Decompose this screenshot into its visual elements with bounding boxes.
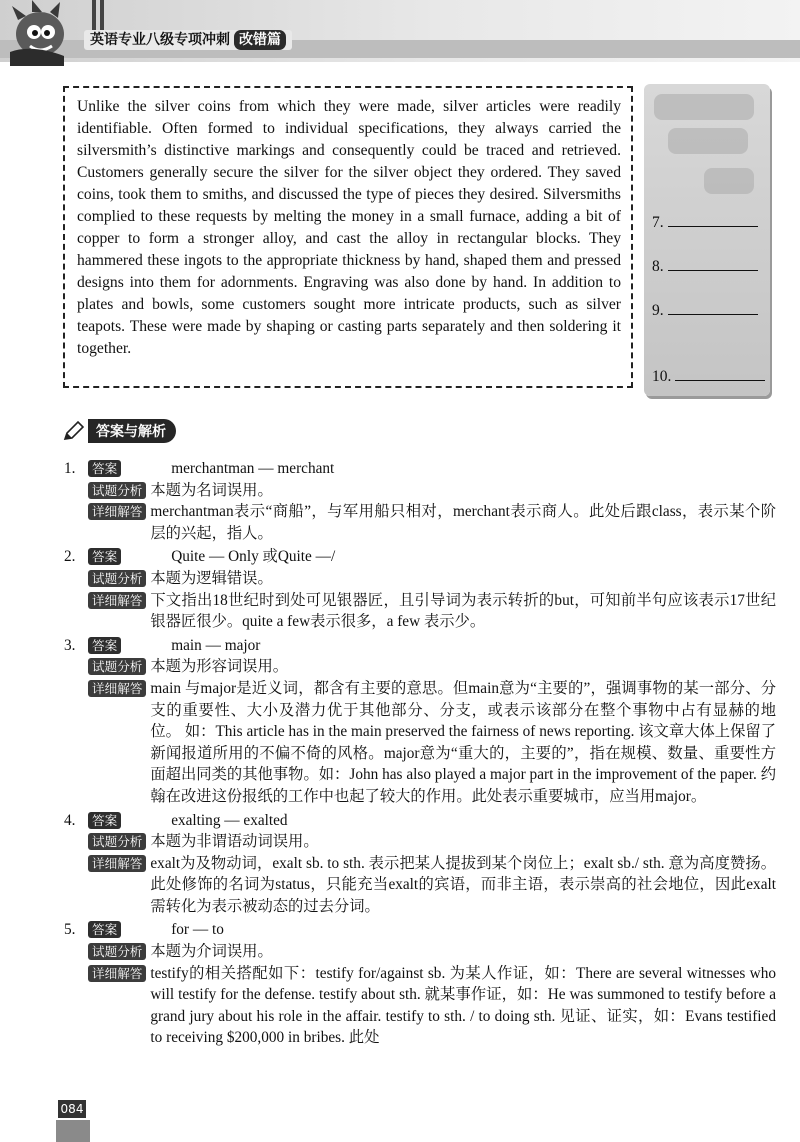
answer-item [64,546,776,632]
answer-text: main — major [171,636,261,654]
item-number: 3. [64,636,76,654]
answer-tag: 答案 [88,637,121,654]
analysis-tag: 试题分析 [88,833,146,850]
section-tag: 改错篇 [234,30,286,50]
analysis-text: 本题为非谓语动词误用。 [150,833,319,851]
panel-decoration [654,94,754,120]
analysis-text: 本题为名词误用。 [150,481,273,499]
analysis-text: 本题为逻辑错误。 [150,569,273,587]
answer-tag: 答案 [88,921,121,938]
answer-item [64,919,776,1049]
detail-tag: 详细解答 [88,680,146,697]
answer-item [64,810,776,918]
answer-item [64,458,776,544]
answers-heading-label: 答案与解析 [88,419,176,443]
item-number: 4. [64,811,76,829]
passage-box [63,86,633,388]
page-number: 084 [58,1100,86,1118]
answer-text: Quite — Only 或Quite —/ [171,548,336,566]
panel-decoration [704,168,754,194]
detail-text: testify的相关搭配如下：testify for/against sb. 为某人作证，如：There are several witnesses who will testify for the defense. testify about sth. 就某事作证，如：He was summoned to testify before a grand jury about his role in the affair. testify to sth. / to doing sth. 见证、证实，如：Evans testified to receiving $200,000 in bribes. 此处 [150,964,776,1047]
analysis-tag: 试题分析 [88,658,146,675]
blank-10: 10. [652,366,765,386]
detail-tag: 详细解答 [88,503,146,520]
item-number: 2. [64,548,76,566]
detail-tag: 详细解答 [88,592,146,609]
header-title [84,30,292,50]
analysis-text: 本题为形容词误用。 [150,658,289,676]
answer-item [64,635,776,808]
panel-decoration [668,128,748,154]
page-header [0,0,800,62]
pencil-icon [62,419,86,443]
analysis-text: 本题为介词误用。 [150,943,273,961]
analysis-tag: 试题分析 [88,943,146,960]
mascot-icon [2,0,82,66]
passage-text: Unlike the silver coins from which they were made, silver articles were readily identifiable. Often formed to individual specifications, they always carried the silversmith’s distinctive markings and consequently could be traced and retrieved. Customers generally secure the silver for the silver object they ordered. They saved coins, took them to smiths, and discussed the type of pieces they desired. Silversmiths complied to these requests by melting the money in a small furnace, adding a bit of copper to form a stronger alloy, and cast the alloy in rectangular blocks. They hammered these ingots to the appropriate thickness by hand, shaped them and pressed designs into them for adornments. Engraving was also done by hand. In addition to plates and bowls, some customers sought more intricate products, such as silver teapots. These were made by shaping or casting parts separately and then soldering it together. [77,98,621,357]
blank-8: 8. [652,256,758,276]
book-title: 英语专业八级专项冲刺 [90,32,230,48]
answer-tag: 答案 [88,460,121,477]
detail-text: exalt为及物动词，exalt sb. to sth. 表示把某人提拔到某个岗位上；exalt sb./ sth. 意为高度赞扬。此处修饰的名词为status，只能充当exalt的宾语，而非主语，表示崇高的社会地位，因此exalt需转化为表示被动态的过去分词。 [150,854,776,915]
item-number: 1. [64,460,76,477]
answer-tag: 答案 [88,812,121,829]
blank-9: 9. [652,300,758,320]
item-number: 5. [64,921,76,939]
detail-text: merchantman表示“商船”，与军用船只相对，merchant表示商人。此处后跟class，表示某个阶层的兴起，指人。 [150,503,776,542]
detail-text: main 与major是近义词，都含有主要的意思。但main意为“主要的”，强调事物的某一部分、分支的重要性、大小及潜力优于其他部分、分支，或表示该部分在整个事物中占有显赫的地位。 如：This article has in the main preserved the fairness of news reporting. 该文章大体上保留了新闻报道所用的不偏不倚的风格。major意为“重大的，主要的”，指在规模、数量、重要性方面超出同类的其他事物。如：John has also played a major part in the improvement of the paper. 约翰在改进这份报纸的工作中也起了较大的作用。此处表示重要城市，应当用major。 [150,679,776,805]
detail-tag: 详细解答 [88,855,146,872]
analysis-tag: 试题分析 [88,482,146,499]
analysis-tag: 试题分析 [88,570,146,587]
detail-tag: 详细解答 [88,965,146,982]
answer-text: for — to [171,921,224,939]
answer-tag: 答案 [88,548,121,565]
answers-list [64,458,776,1051]
answer-text: merchantman — merchant [171,460,335,477]
footer-bar [56,1120,90,1142]
answer-text: exalting — exalted [171,811,288,829]
blank-7: 7. [652,212,758,232]
answers-heading [62,418,176,444]
detail-text: 下文指出18世纪时到处可见银器匠，且引导词为表示转折的but，可知前半句应该表示17世纪银器匠很少。quite a few表示很多，a few 表示少。 [150,591,776,631]
answer-blanks-panel [644,84,770,396]
